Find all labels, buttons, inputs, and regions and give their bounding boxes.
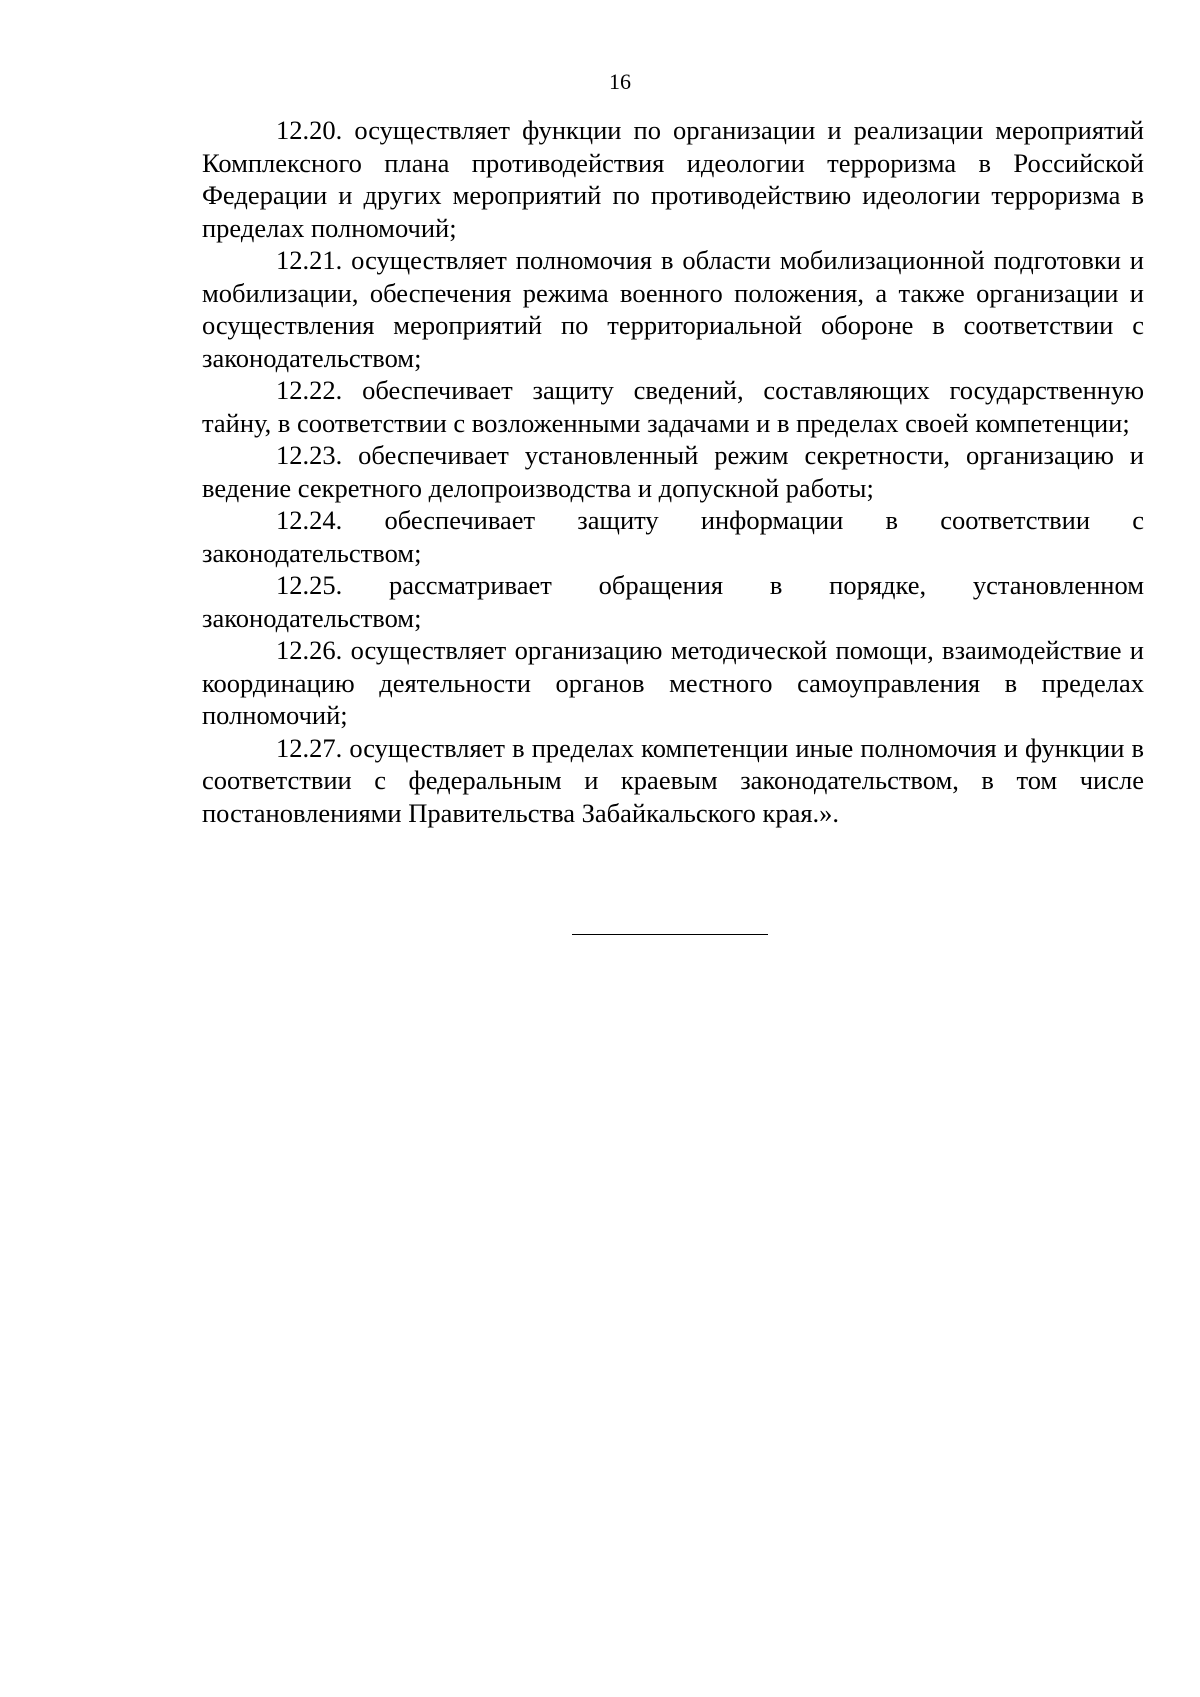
clause-12-25: 12.25. рассматривает обращения в порядке, установленном законодательством; [202, 570, 1144, 633]
closing-divider-line [572, 934, 768, 935]
clause-12-26: 12.26. осуществляет организацию методической помощи, взаимодействие и координацию деятельности органов местного самоуправления в пределах полномочий; [202, 635, 1144, 730]
clause-12-22: 12.22. обеспечивает защиту сведений, составляющих государственную тайну, в соответствии с возложенными задачами и в пределах своей компетенции; [202, 375, 1144, 438]
page-number: 16 [609, 69, 631, 94]
clause-12-24: 12.24. обеспечивает защиту информации в соответствии с законодательством; [202, 505, 1144, 568]
clause-12-27: 12.27. осуществляет в пределах компетенции иные полномочия и функции в соответствии с федеральным и краевым законодательством, в том числе постановлениями Правительства Забайкальского края.». [202, 732, 1144, 828]
clause-12-23: 12.23. обеспечивает установленный режим секретности, организацию и ведение секретного делопроизводства и допускной работы; [202, 440, 1144, 503]
clause-12-21: 12.21. осуществляет полномочия в области мобилизационной подготовки и мобилизации, обеспечения режима военного положения, а также организации и осуществления мероприятий по территориальной обороне в соответствии с законодательством; [202, 245, 1144, 373]
document-body [202, 114, 1144, 829]
clause-12-20: 12.20. осуществляет функции по организации и реализации мероприятий Комплексного плана противодействия идеологии терроризма в Российской Федерации и других мероприятий по противодействию идеологии терроризма в пределах полномочий; [202, 115, 1144, 243]
